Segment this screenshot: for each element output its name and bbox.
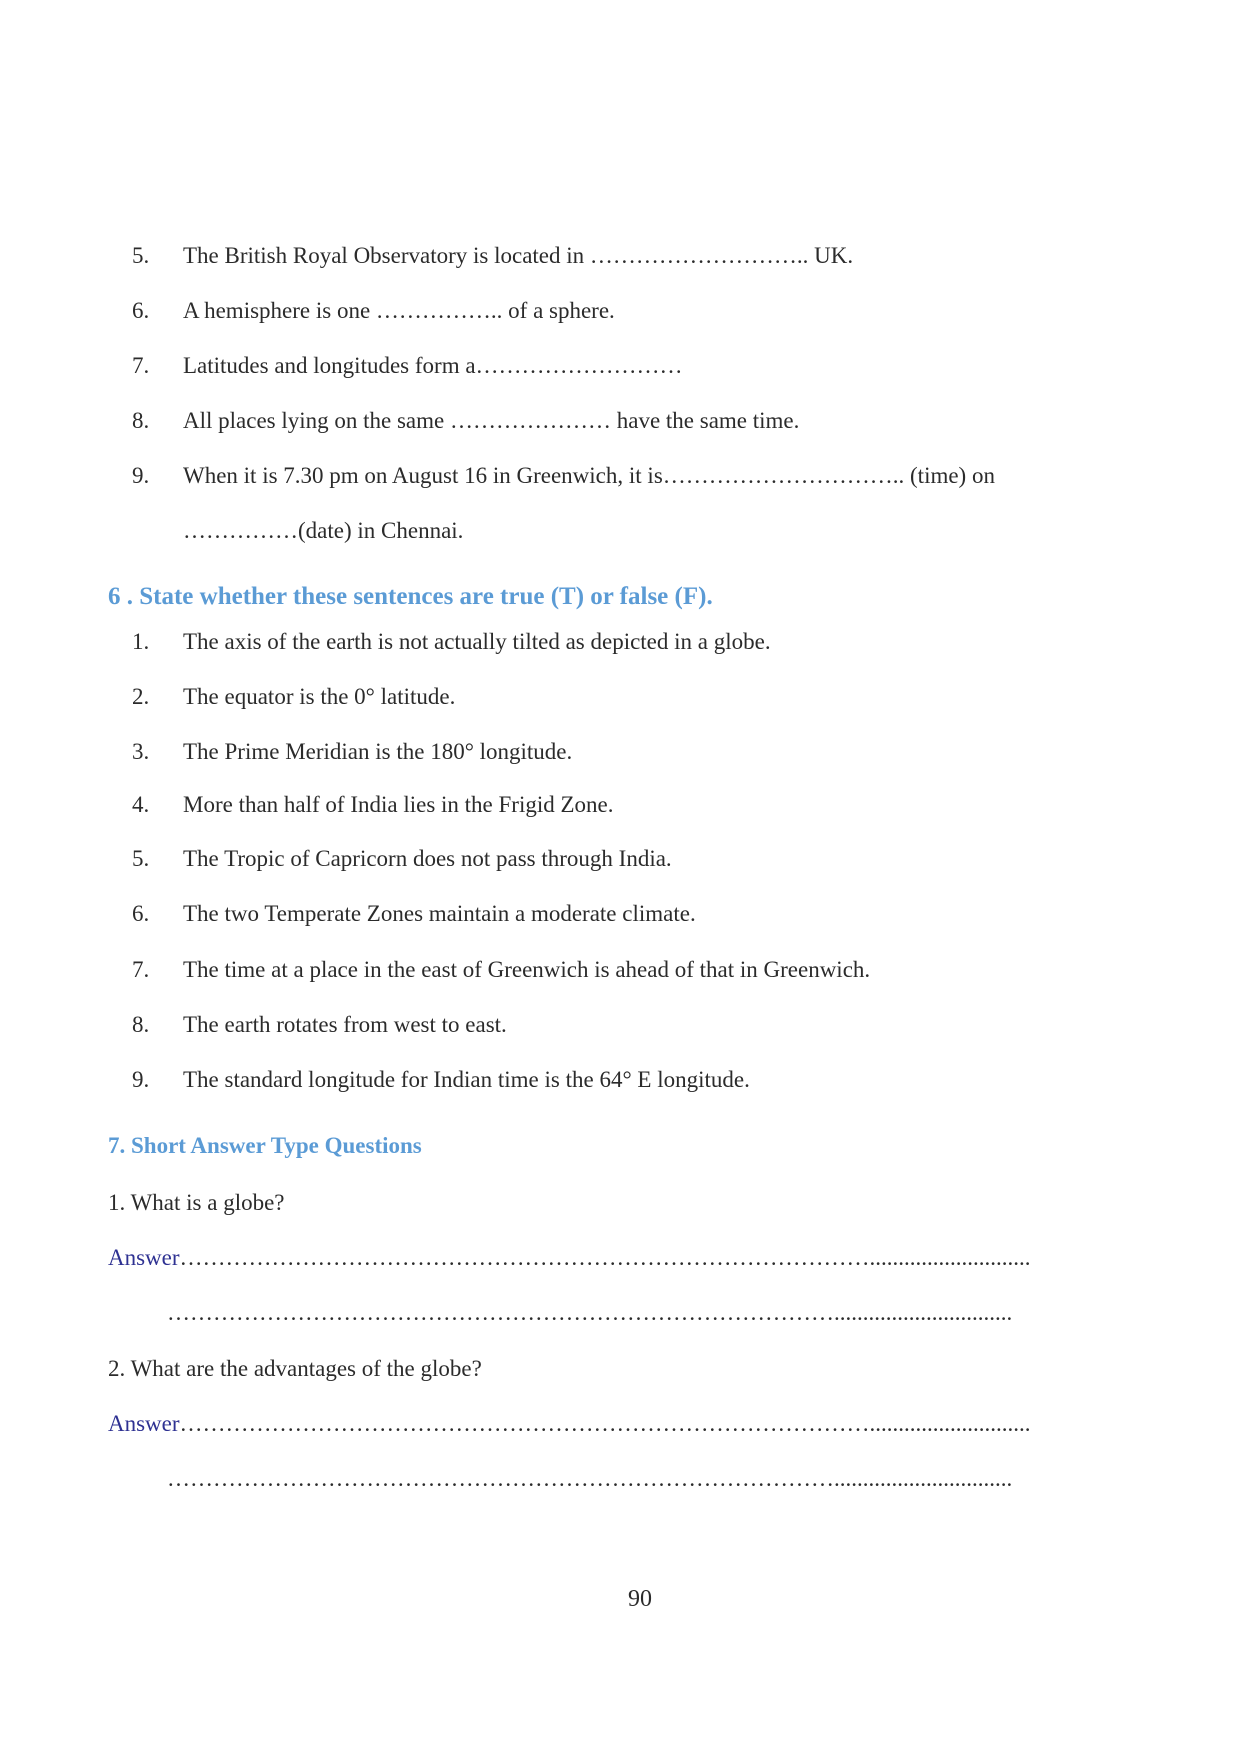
item-number: 4. <box>132 792 150 817</box>
item-text: All places lying on the same ………………… have the same time. <box>183 408 800 433</box>
item-text: The standard longitude for Indian time is the 64° E longitude. <box>183 1067 750 1092</box>
item-number: 7. <box>132 957 150 982</box>
item-text: Latitudes and longitudes form a……………………… <box>183 353 683 378</box>
answer-label: Answer <box>108 1245 180 1270</box>
item-number: 6. <box>132 901 150 926</box>
item-number: 1. <box>132 629 150 654</box>
item-number: 7. <box>132 353 150 378</box>
short-answer-question: 2. What are the advantages of the globe? <box>108 1356 482 1381</box>
answer-label: Answer <box>108 1411 180 1436</box>
item-text: The British Royal Observatory is located in ……………………….. UK. <box>183 243 854 268</box>
item-text: A hemisphere is one …………….. of a sphere. <box>183 298 615 323</box>
item-number: 5. <box>132 846 150 871</box>
item-number: 9. <box>132 463 150 488</box>
item-number: 8. <box>132 1012 150 1037</box>
answer-line <box>108 1243 1031 1273</box>
answer-line <box>108 1409 1031 1439</box>
section-6-heading: 6 . State whether these sentences are true (T) or false (F). <box>108 583 713 610</box>
item-text: The Prime Meridian is the 180° longitude. <box>183 739 573 764</box>
item-number: 6. <box>132 298 150 323</box>
item-text: The equator is the 0° latitude. <box>183 684 456 709</box>
item-number: 9. <box>132 1067 150 1092</box>
item-text: The time at a place in the east of Greenwich is ahead of that in Greenwich. <box>183 957 871 982</box>
item-text: The axis of the earth is not actually tilted as depicted in a globe. <box>183 629 771 654</box>
section-7-heading: 7. Short Answer Type Questions <box>108 1133 422 1158</box>
item-text-continuation: ……………(date) in Chennai. <box>183 518 464 543</box>
item-text: The earth rotates from west to east. <box>183 1012 507 1037</box>
item-number: 2. <box>132 684 150 709</box>
item-number: 8. <box>132 408 150 433</box>
item-text: The Tropic of Capricorn does not pass through India. <box>183 846 672 871</box>
answer-dots-line: ……………………………………………………………………………............................... <box>167 1466 1013 1491</box>
item-number: 5. <box>132 243 150 268</box>
item-text: When it is 7.30 pm on August 16 in Greenwich, it is………………………….. (time) on <box>183 463 995 488</box>
answer-dots-line: ……………………………………………………………………………............................... <box>167 1300 1013 1325</box>
item-text: The two Temperate Zones maintain a moderate climate. <box>183 901 696 926</box>
answer-dots: ………………………………………………………………………………............................ <box>179 1411 1031 1436</box>
page-number: 90 <box>628 1586 652 1612</box>
item-number: 3. <box>132 739 150 764</box>
short-answer-question: 1. What is a globe? <box>108 1190 285 1215</box>
item-text: More than half of India lies in the Frigid Zone. <box>183 792 614 817</box>
answer-dots: ………………………………………………………………………………............................ <box>179 1245 1031 1270</box>
